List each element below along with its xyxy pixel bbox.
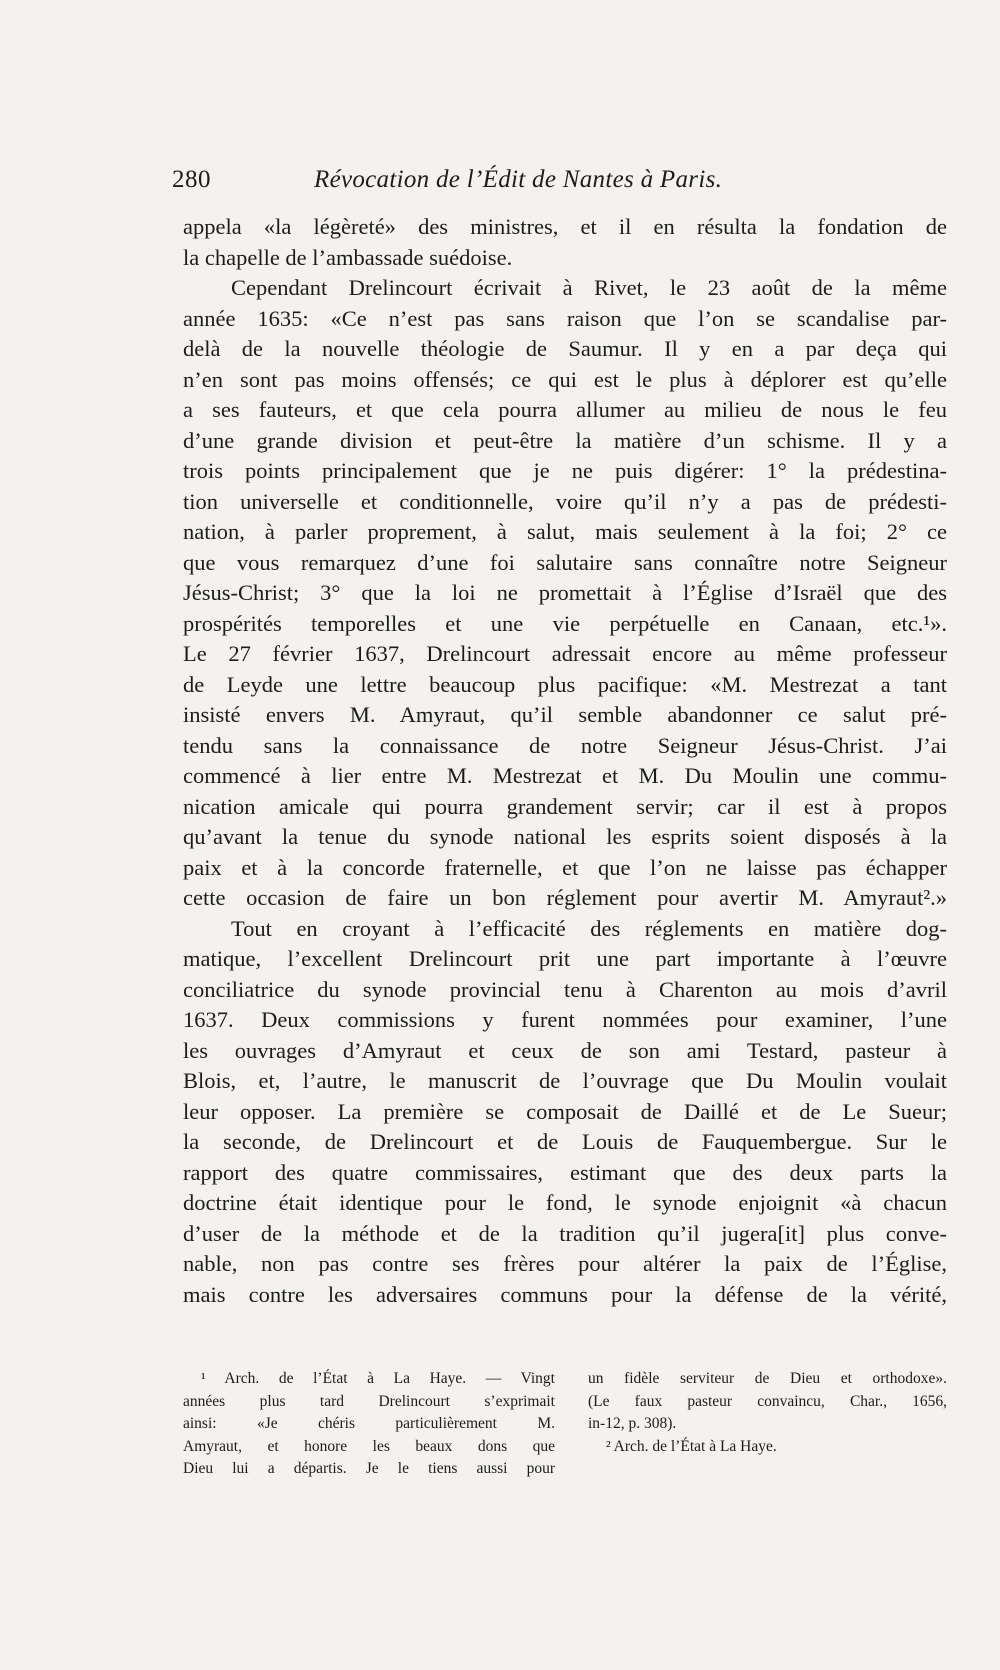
text-line: insisté envers M. Amyraut, qu’il semble abandonner ce salut pré- — [183, 702, 947, 727]
text-line: matique, l’excellent Drelincourt prit une part importante à l’œuvre — [183, 946, 947, 971]
text-line: cette occasion de faire un bon réglement pour avertir M. Amyraut².» — [183, 885, 947, 910]
text-line: trois points principalement que je ne puis digérer: 1° la prédestina- — [183, 458, 947, 483]
text-line: appela «la légèreté» des ministres, et il en résulta la fondation de — [183, 214, 947, 239]
footnote-line: in-12, p. 308). — [588, 1415, 677, 1432]
text-line: delà de la nouvelle théologie de Saumur. Il y en a par deça qui — [183, 336, 947, 361]
footnote-line: ¹ Arch. de l’État à La Haye. — Vingt — [201, 1370, 555, 1387]
text-line: conciliatrice du synode provincial tenu à Charenton au mois d’avril — [183, 976, 947, 1002]
footnotes-right-column — [588, 1368, 947, 1458]
footnote-line: Dieu lui a départis. Je le tiens aussi pour — [183, 1460, 555, 1477]
text-line: nication amicale qui pourra grandement servir; car il est à propos — [183, 793, 947, 819]
text-line: Tout en croyant à l’efficacité des réglements en matière dog- — [231, 915, 947, 941]
text-line: tendu sans la connaissance de notre Seigneur Jésus-Christ. J’ai — [183, 732, 947, 758]
text-line: les ouvrages d’Amyraut et ceux de son ami Testard, pasteur à — [183, 1037, 947, 1063]
text-line: d’user de la méthode et de la tradition qu’il jugera[it] plus conve- — [183, 1220, 947, 1246]
text-line: année 1635: «Ce n’est pas sans raison que l’on se scandalise par- — [183, 305, 947, 331]
text-line: n’en sont pas moins offensés; ce qui est le plus à déplorer est qu’elle — [183, 366, 947, 392]
text-line: doctrine était identique pour le fond, le synode enjoignit «à chacun — [183, 1190, 947, 1215]
text-line: nable, non pas contre ses frères pour altérer la paix de l’Église, — [183, 1251, 947, 1276]
page-number: 280 — [172, 166, 211, 193]
text-line: nation, à parler proprement, à salut, mais seulement à la foi; 2° ce — [183, 519, 947, 544]
text-line: mais contre les adversaires communs pour la défense de la vérité, — [183, 1281, 947, 1307]
footnote-line: Amyraut, et honore les beaux dons que — [183, 1437, 555, 1455]
text-line: tion universelle et conditionnelle, voire qu’il n’y a pas de prédesti- — [183, 488, 947, 514]
text-line: Cependant Drelincourt écrivait à Rivet, le 23 août de la même — [231, 275, 947, 300]
text-line: la chapelle de l’ambassade suédoise. — [183, 244, 513, 270]
text-line: d’une grande division et peut-être la matière d’un schisme. Il y a — [183, 427, 947, 453]
text-line: de Leyde une lettre beaucoup plus pacifique: «M. Mestrezat a tant — [183, 671, 947, 697]
footnote-line: ainsi: «Je chéris particulièrement M. — [183, 1415, 555, 1432]
text-line: Le 27 février 1637, Drelincourt adressait encore au même professeur — [183, 641, 947, 666]
text-line: paix et à la concorde fraternelle, et que l’on ne laisse pas échapper — [183, 854, 947, 880]
text-line: que vous remarquez d’une foi salutaire sans connaître notre Seigneur — [183, 549, 947, 575]
text-line: Jésus-Christ; 3° que la loi ne promettait à l’Église d’Israël que des — [183, 580, 947, 605]
text-line: rapport des quatre commissaires, estimant que des deux parts la — [183, 1159, 947, 1185]
page-header — [172, 166, 942, 200]
body-text — [183, 212, 947, 1310]
footnote-line: un fidèle serviteur de Dieu et orthodoxe». — [588, 1370, 947, 1387]
text-line: Blois, et, l’autre, le manuscrit de l’ouvrage que Du Moulin voulait — [183, 1068, 947, 1093]
running-title: Révocation de l’Édit de Nantes à Paris. — [314, 166, 723, 193]
text-line: la seconde, de Drelincourt et de Louis de Fauquembergue. Sur le — [183, 1129, 947, 1154]
text-line: commencé à lier entre M. Mestrezat et M. Du Moulin une commu- — [183, 763, 947, 788]
footnote-line: ² Arch. de l’État à La Haye. — [606, 1437, 777, 1455]
text-line: leur opposer. La première se composait de Daillé et de Le Sueur; — [183, 1098, 947, 1124]
text-line: qu’avant la tenue du synode national les esprits soient disposés à la — [183, 824, 947, 849]
text-line: prospérités temporelles et une vie perpétuelle en Canaan, etc.¹». — [183, 610, 947, 636]
text-line: a ses fauteurs, et que cela pourra allumer au milieu de nous le feu — [183, 397, 947, 422]
footnotes-left-column — [183, 1368, 555, 1481]
footnote-line: années plus tard Drelincourt s’exprimait — [183, 1392, 555, 1410]
footnote-line: (Le faux pasteur convaincu, Char., 1656, — [588, 1392, 947, 1410]
text-line: 1637. Deux commissions y furent nommées pour examiner, l’une — [183, 1007, 947, 1032]
